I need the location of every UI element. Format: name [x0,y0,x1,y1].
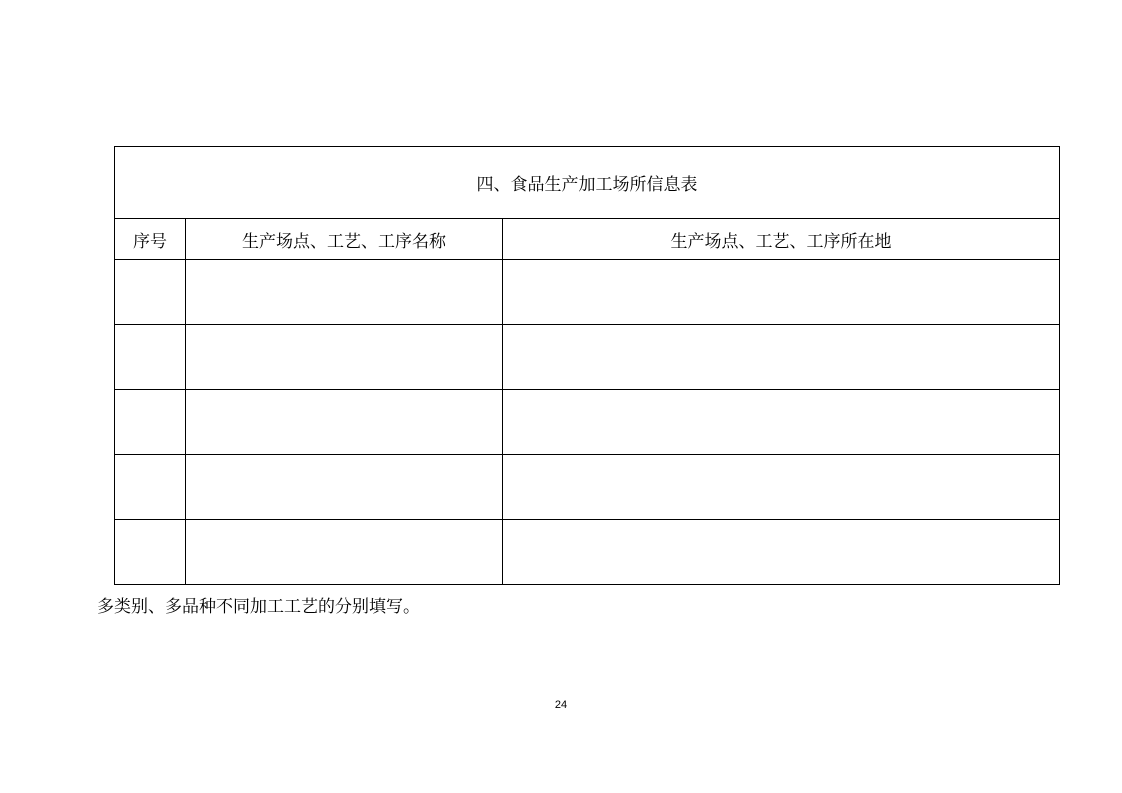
header-site-name: 生产场点、工艺、工序名称 [186,219,503,260]
header-seq: 序号 [115,219,186,260]
table-title: 四、食品生产加工场所信息表 [115,147,1060,219]
cell-seq[interactable] [115,325,186,390]
cell-site-name[interactable] [186,390,503,455]
table-row [115,455,1060,520]
cell-site-location[interactable] [503,260,1060,325]
header-site-location: 生产场点、工艺、工序所在地 [503,219,1060,260]
cell-site-name[interactable] [186,520,503,585]
cell-seq[interactable] [115,455,186,520]
cell-site-name[interactable] [186,325,503,390]
cell-site-location[interactable] [503,325,1060,390]
table-title-row [115,147,1060,219]
table-row [115,260,1060,325]
cell-seq[interactable] [115,520,186,585]
cell-seq[interactable] [115,390,186,455]
cell-site-location[interactable] [503,390,1060,455]
cell-site-location[interactable] [503,455,1060,520]
table-header-row [115,219,1060,260]
cell-seq[interactable] [115,260,186,325]
page-number: 24 [554,699,568,711]
footnote: 多类别、多品种不同加工工艺的分别填写。 [97,597,420,617]
cell-site-name[interactable] [186,260,503,325]
cell-site-location[interactable] [503,520,1060,585]
production-site-info-table [114,146,1060,585]
table-row [115,520,1060,585]
cell-site-name[interactable] [186,455,503,520]
table-row [115,390,1060,455]
table-row [115,325,1060,390]
